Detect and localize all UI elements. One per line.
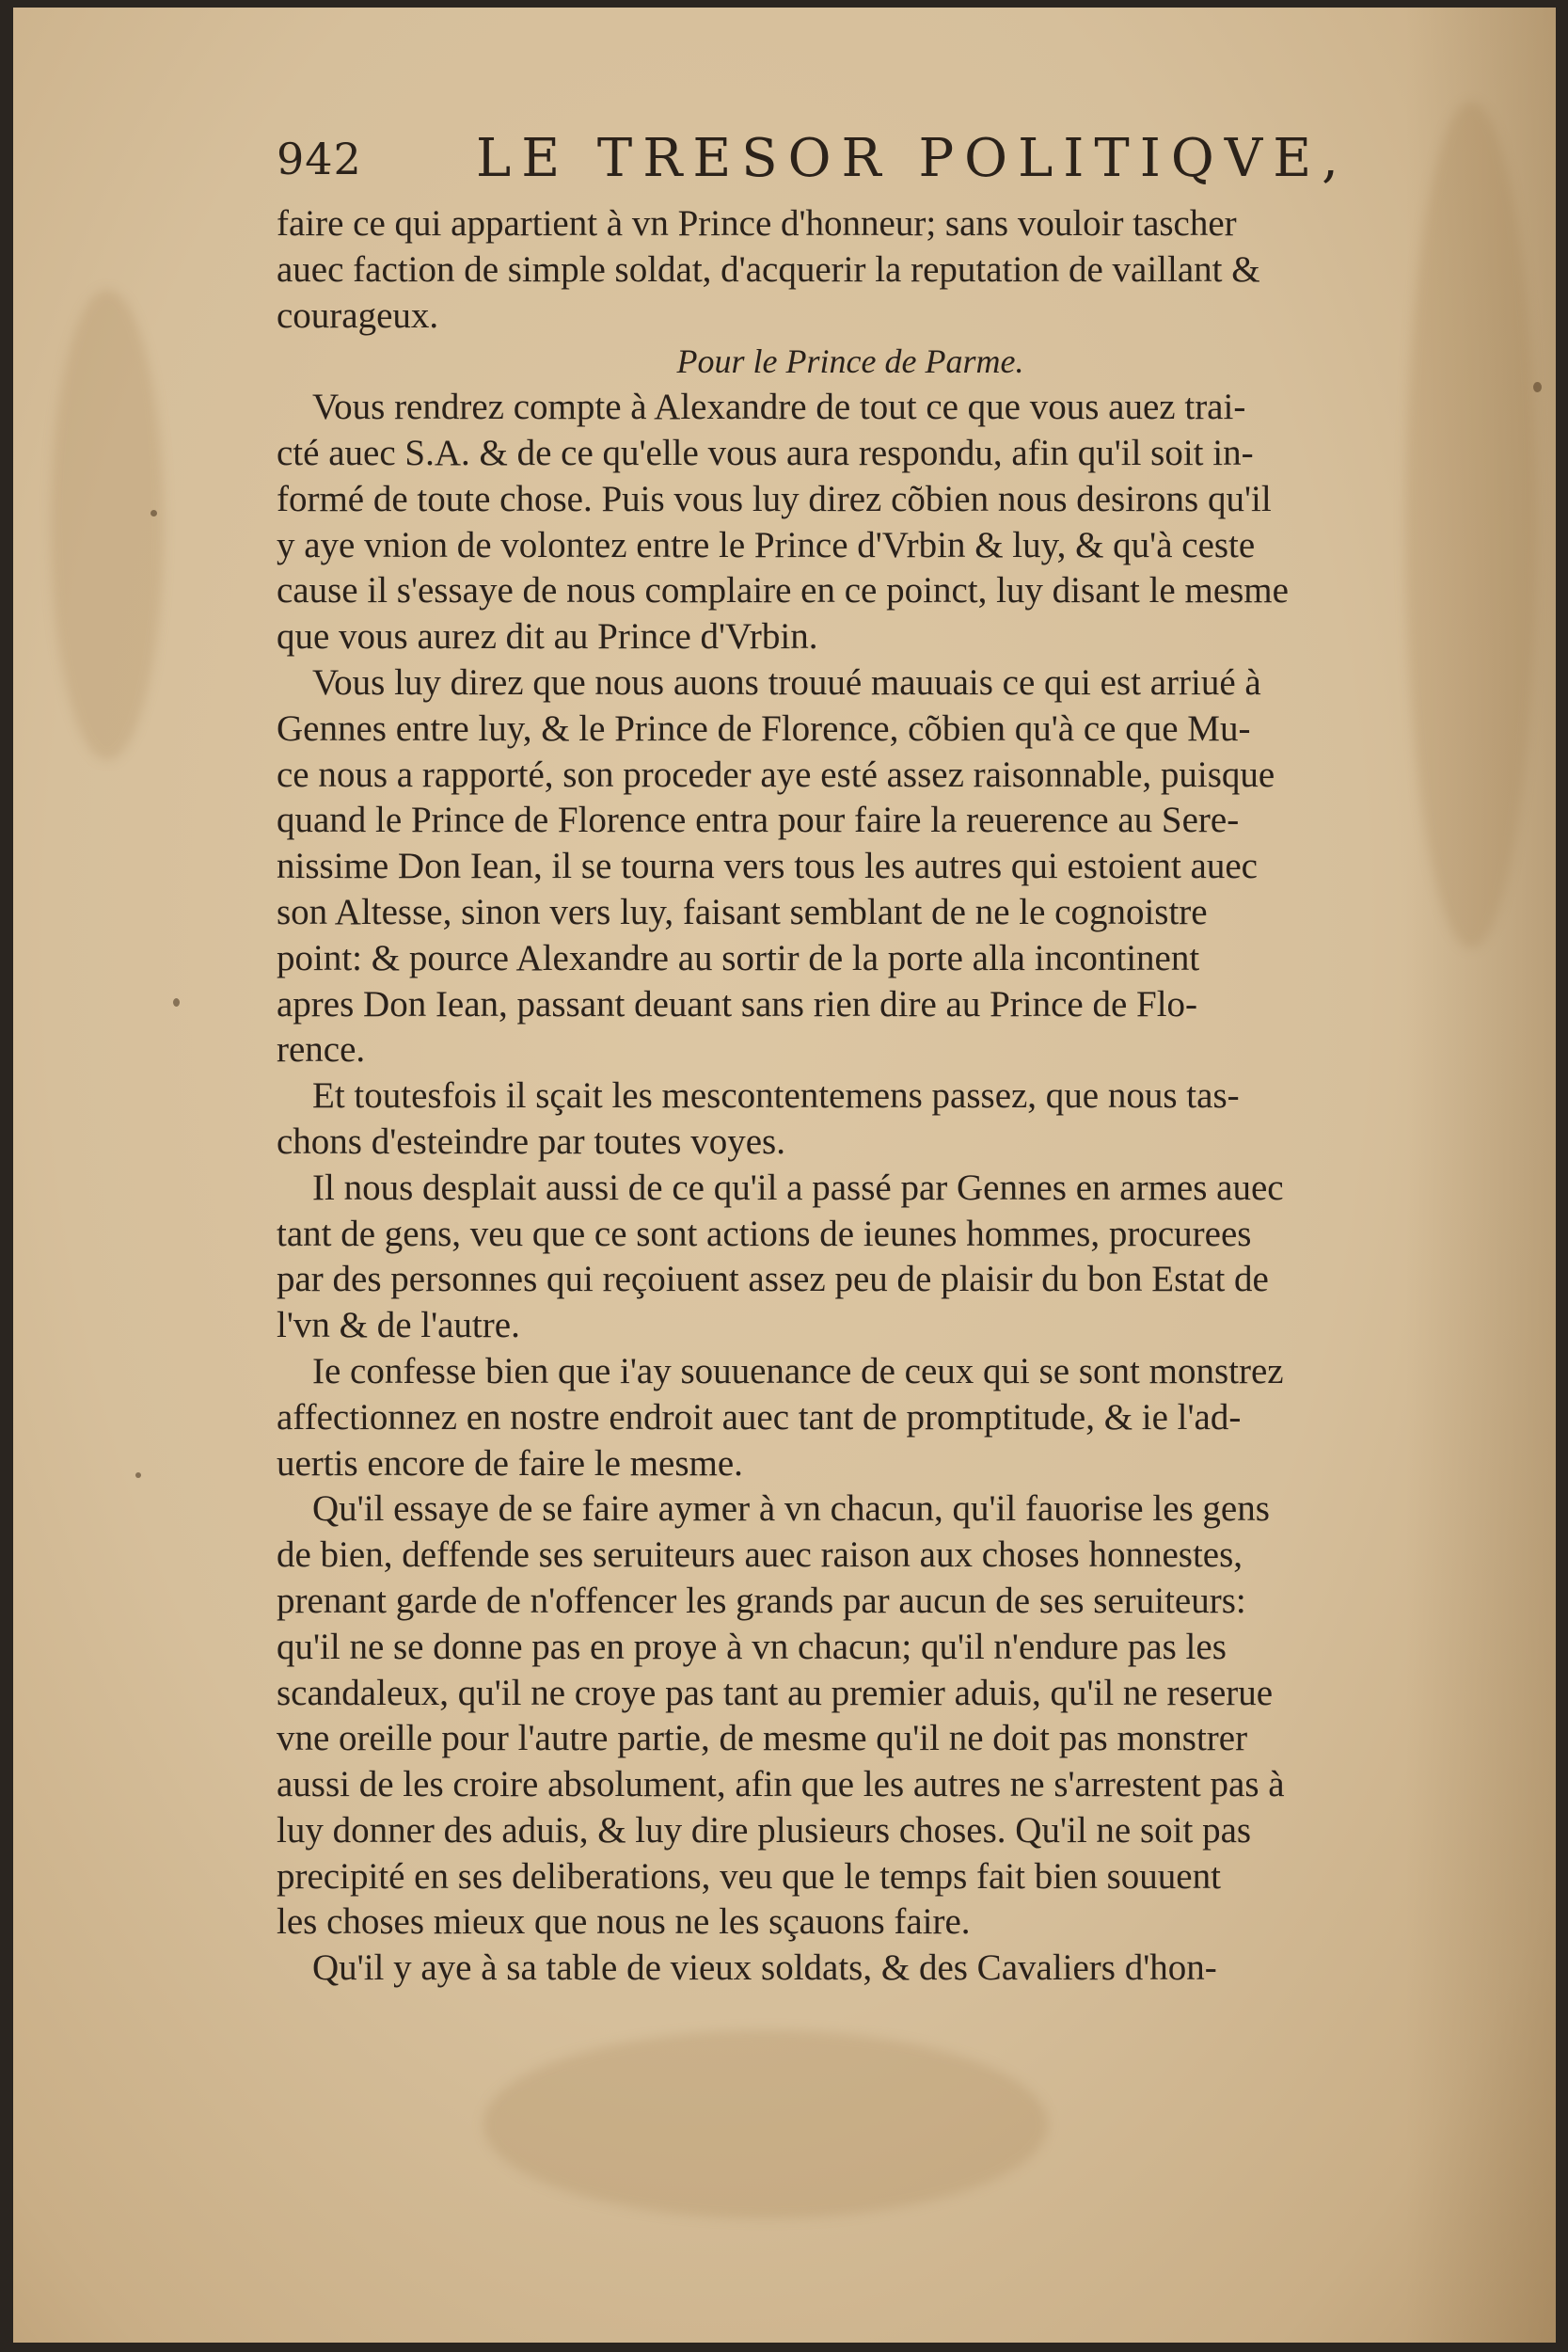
text-line: auec faction de simple soldat, d'acquerir la reputation de vaillant & (277, 248, 1260, 290)
text-line: cté auec S.A. & de ce qu'elle vous aura respondu, afin qu'il soit in- (277, 432, 1254, 473)
text-line: rence. (277, 1029, 366, 1071)
text-line: Vous rendrez compte à Alexandre de tout ce que vous auez trai- (312, 387, 1246, 428)
text-line: Il nous desplait aussi de ce qu'il a passé par Gennes en armes auec (312, 1167, 1284, 1208)
text-line: son Altesse, sinon vers luy, faisant semblant de ne le cognoistre (277, 891, 1208, 932)
text-line: ce nous a rapporté, son proceder aye esté assez raisonnable, puisque (277, 754, 1275, 795)
running-header (277, 128, 1349, 189)
text-line: y aye vnion de volontez entre le Prince d'Vrbin & luy, & qu'à ceste (277, 524, 1256, 565)
text-line: aussi de les croire absolument, afin que les autres ne s'arrestent pas à (277, 1764, 1285, 1805)
text-line: uertis encore de faire le mesme. (277, 1442, 743, 1484)
book-page (13, 8, 1556, 2343)
text-line: l'vn & de l'autre. (277, 1305, 520, 1346)
page-stain (483, 2030, 1048, 2218)
text-line: quand le Prince de Florence entra pour faire la reuerence au Sere- (277, 800, 1240, 841)
running-title: LE TRESOR POLITIQVE, (476, 128, 1349, 189)
text-line: Vous luy direz que nous auons trouué mauuais ce qui est arriué à (312, 661, 1261, 703)
ink-spot (135, 1472, 141, 1478)
text-line: luy donner des aduis, & luy dire plusieurs choses. Qu'il ne soit pas (277, 1809, 1252, 1851)
text-line: formé de toute chose. Puis vous luy direz cõbien nous desirons qu'il (277, 478, 1272, 519)
text-line: que vous aurez dit au Prince d'Vrbin. (277, 616, 818, 658)
ink-spot (150, 510, 157, 516)
text-line: scandaleux, qu'il ne croye pas tant au premier aduis, qu'il ne reserue (277, 1672, 1274, 1713)
text-line: precipité en ses deliberations, veu que le temps fait bien souuent (277, 1855, 1221, 1897)
text-line: tant de gens, veu que ce sont actions de ieunes hommes, procurees (277, 1213, 1252, 1254)
text-line: Gennes entre luy, & le Prince de Florence, cõbien qu'à ce que Mu- (277, 707, 1251, 749)
text-line: prenant garde de n'offencer les grands par aucun de ses seruiteurs: (277, 1580, 1246, 1621)
page-stain (51, 290, 164, 760)
ink-spot (1533, 382, 1542, 392)
text-line: cause il s'essaye de nous complaire en ce poinct, luy disant le mesme (277, 570, 1289, 612)
ink-spot (173, 998, 180, 1007)
text-line: par des personnes qui reçoiuent assez peu de plaisir du bon Estat de (277, 1259, 1269, 1300)
text-line: affectionnez en nostre endroit auec tant de promptitude, & ie l'ad- (277, 1396, 1242, 1438)
text-line: de bien, deffende ses seruiteurs auec raison aux choses honnestes, (277, 1534, 1243, 1576)
body-text (277, 201, 1462, 1992)
text-line: qu'il ne se donne pas en proye à vn chacun; qu'il n'endure pas les (277, 1626, 1227, 1667)
text-line: Qu'il essaye de se faire aymer à vn chacun, qu'il fauorise les gens (312, 1488, 1270, 1530)
text-line: Et toutesfois il sçait les mescontentemens passez, que nous tas- (312, 1075, 1240, 1117)
text-line: les choses mieux que nous ne les sçauons faire. (277, 1901, 971, 1943)
text-line: Ie confesse bien que i'ay souuenance de ceux qui se sont monstrez (312, 1350, 1284, 1391)
text-line: Qu'il y aye à sa table de vieux soldats, & des Cavaliers d'hon- (312, 1947, 1217, 1989)
text-line: chons d'esteindre par toutes voyes. (277, 1120, 785, 1162)
text-line: nissime Don Iean, il se tourna vers tous les autres qui estoient auec (277, 846, 1258, 887)
text-line: apres Don Iean, passant deuant sans rien dire au Prince de Flo- (277, 983, 1198, 1025)
section-heading: Pour le Prince de Parme. (676, 342, 1024, 381)
text-line: courageux. (277, 294, 439, 336)
text-line: point: & pource Alexandre au sortir de la porte alla incontinent (277, 937, 1200, 978)
text-line: vne oreille pour l'autre partie, de mesme qu'il ne doit pas monstrer (277, 1718, 1248, 1759)
text-line: faire ce qui appartient à vn Prince d'honneur; sans vouloir tascher (277, 203, 1237, 244)
page-number: 942 (277, 134, 362, 184)
